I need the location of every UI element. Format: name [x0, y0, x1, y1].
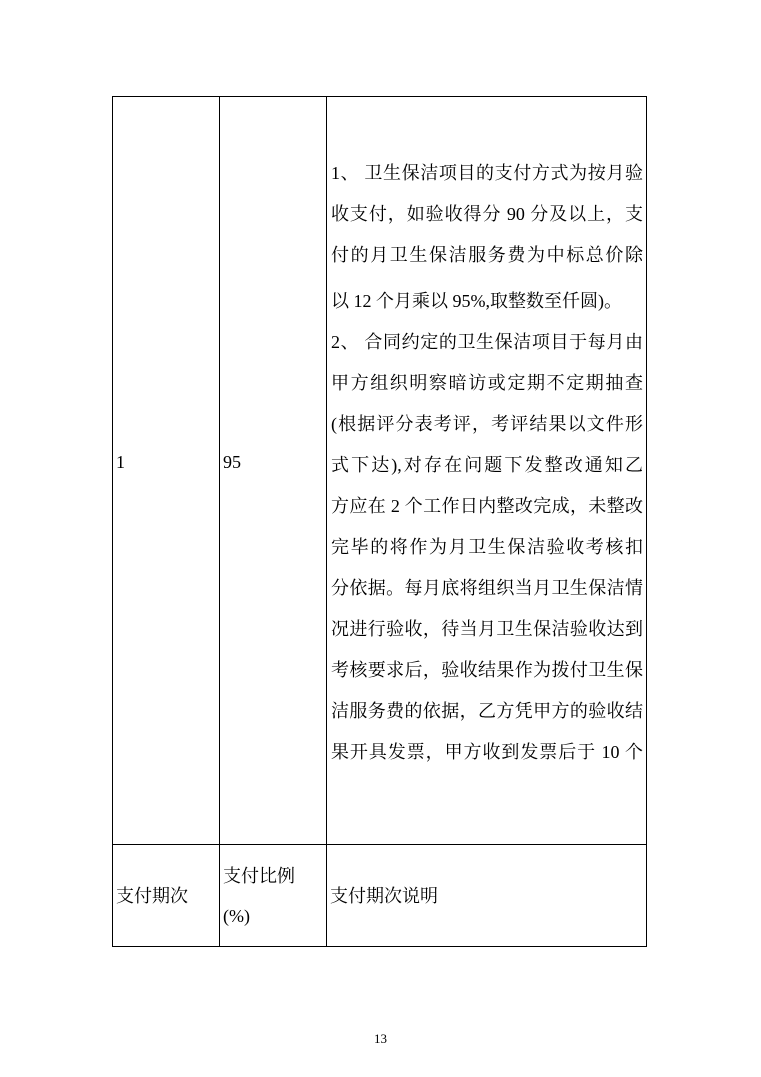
header-payment-ratio-label-line1: 支付比例 — [223, 865, 295, 886]
text-line: 考核要求后，验收结果作为拨付卫生保 — [331, 659, 643, 680]
text-line: 2、 合同约定的卫生保洁项目于每月由 — [331, 331, 643, 352]
cell-header-payment-ratio — [220, 845, 327, 946]
text-line: 收支付，如验收得分 90 分及以上，支 — [331, 203, 643, 224]
text-line: 付的月卫生保洁服务费为中标总价除 — [331, 244, 643, 265]
text-line: 果开具发票，甲方收到发票后于 10 个 — [331, 741, 643, 762]
text-line: 分依据。每月底将组织当月卫生保洁情 — [331, 577, 643, 598]
cell-payment-description — [327, 97, 646, 845]
description-paragraph-1 — [331, 153, 643, 276]
text-line: (根据评分表考评，考评结果以文件形 — [331, 413, 643, 434]
description-paragraph-1-last-line: 以 12 个月乘以 95%,取整数至仟圆)。 — [331, 290, 622, 311]
header-payment-period-label: 支付期次 — [116, 885, 188, 906]
payment-schedule-table — [112, 96, 647, 947]
text-line: 完毕的将作为月卫生保洁验收考核扣 — [331, 536, 643, 557]
description-paragraph-2 — [331, 322, 643, 773]
text-line: 洁服务费的依据，乙方凭甲方的验收结 — [331, 700, 643, 721]
header-payment-ratio-label-line2: (%) — [223, 905, 250, 926]
cell-header-payment-description — [327, 845, 646, 946]
text-line: 方应在 2 个工作日内整改完成，未整改 — [331, 495, 643, 516]
header-payment-description-label: 支付期次说明 — [330, 885, 438, 906]
payment-ratio-value: 95 — [223, 452, 241, 472]
text-line: 甲方组织明察暗访或定期不定期抽查 — [331, 372, 643, 393]
text-line: 况进行验收，待当月卫生保洁验收达到 — [331, 618, 643, 639]
cell-payment-period-value — [113, 97, 220, 845]
payment-description-text — [331, 153, 643, 773]
cell-payment-ratio-value — [220, 97, 327, 845]
payment-period-value: 1 — [116, 452, 125, 472]
page-number: 13 — [374, 1031, 387, 1046]
cell-header-payment-period — [113, 845, 220, 946]
text-line: 式下达),对存在问题下发整改通知乙 — [331, 454, 643, 475]
text-line: 1、 卫生保洁项目的支付方式为按月验 — [331, 162, 643, 183]
